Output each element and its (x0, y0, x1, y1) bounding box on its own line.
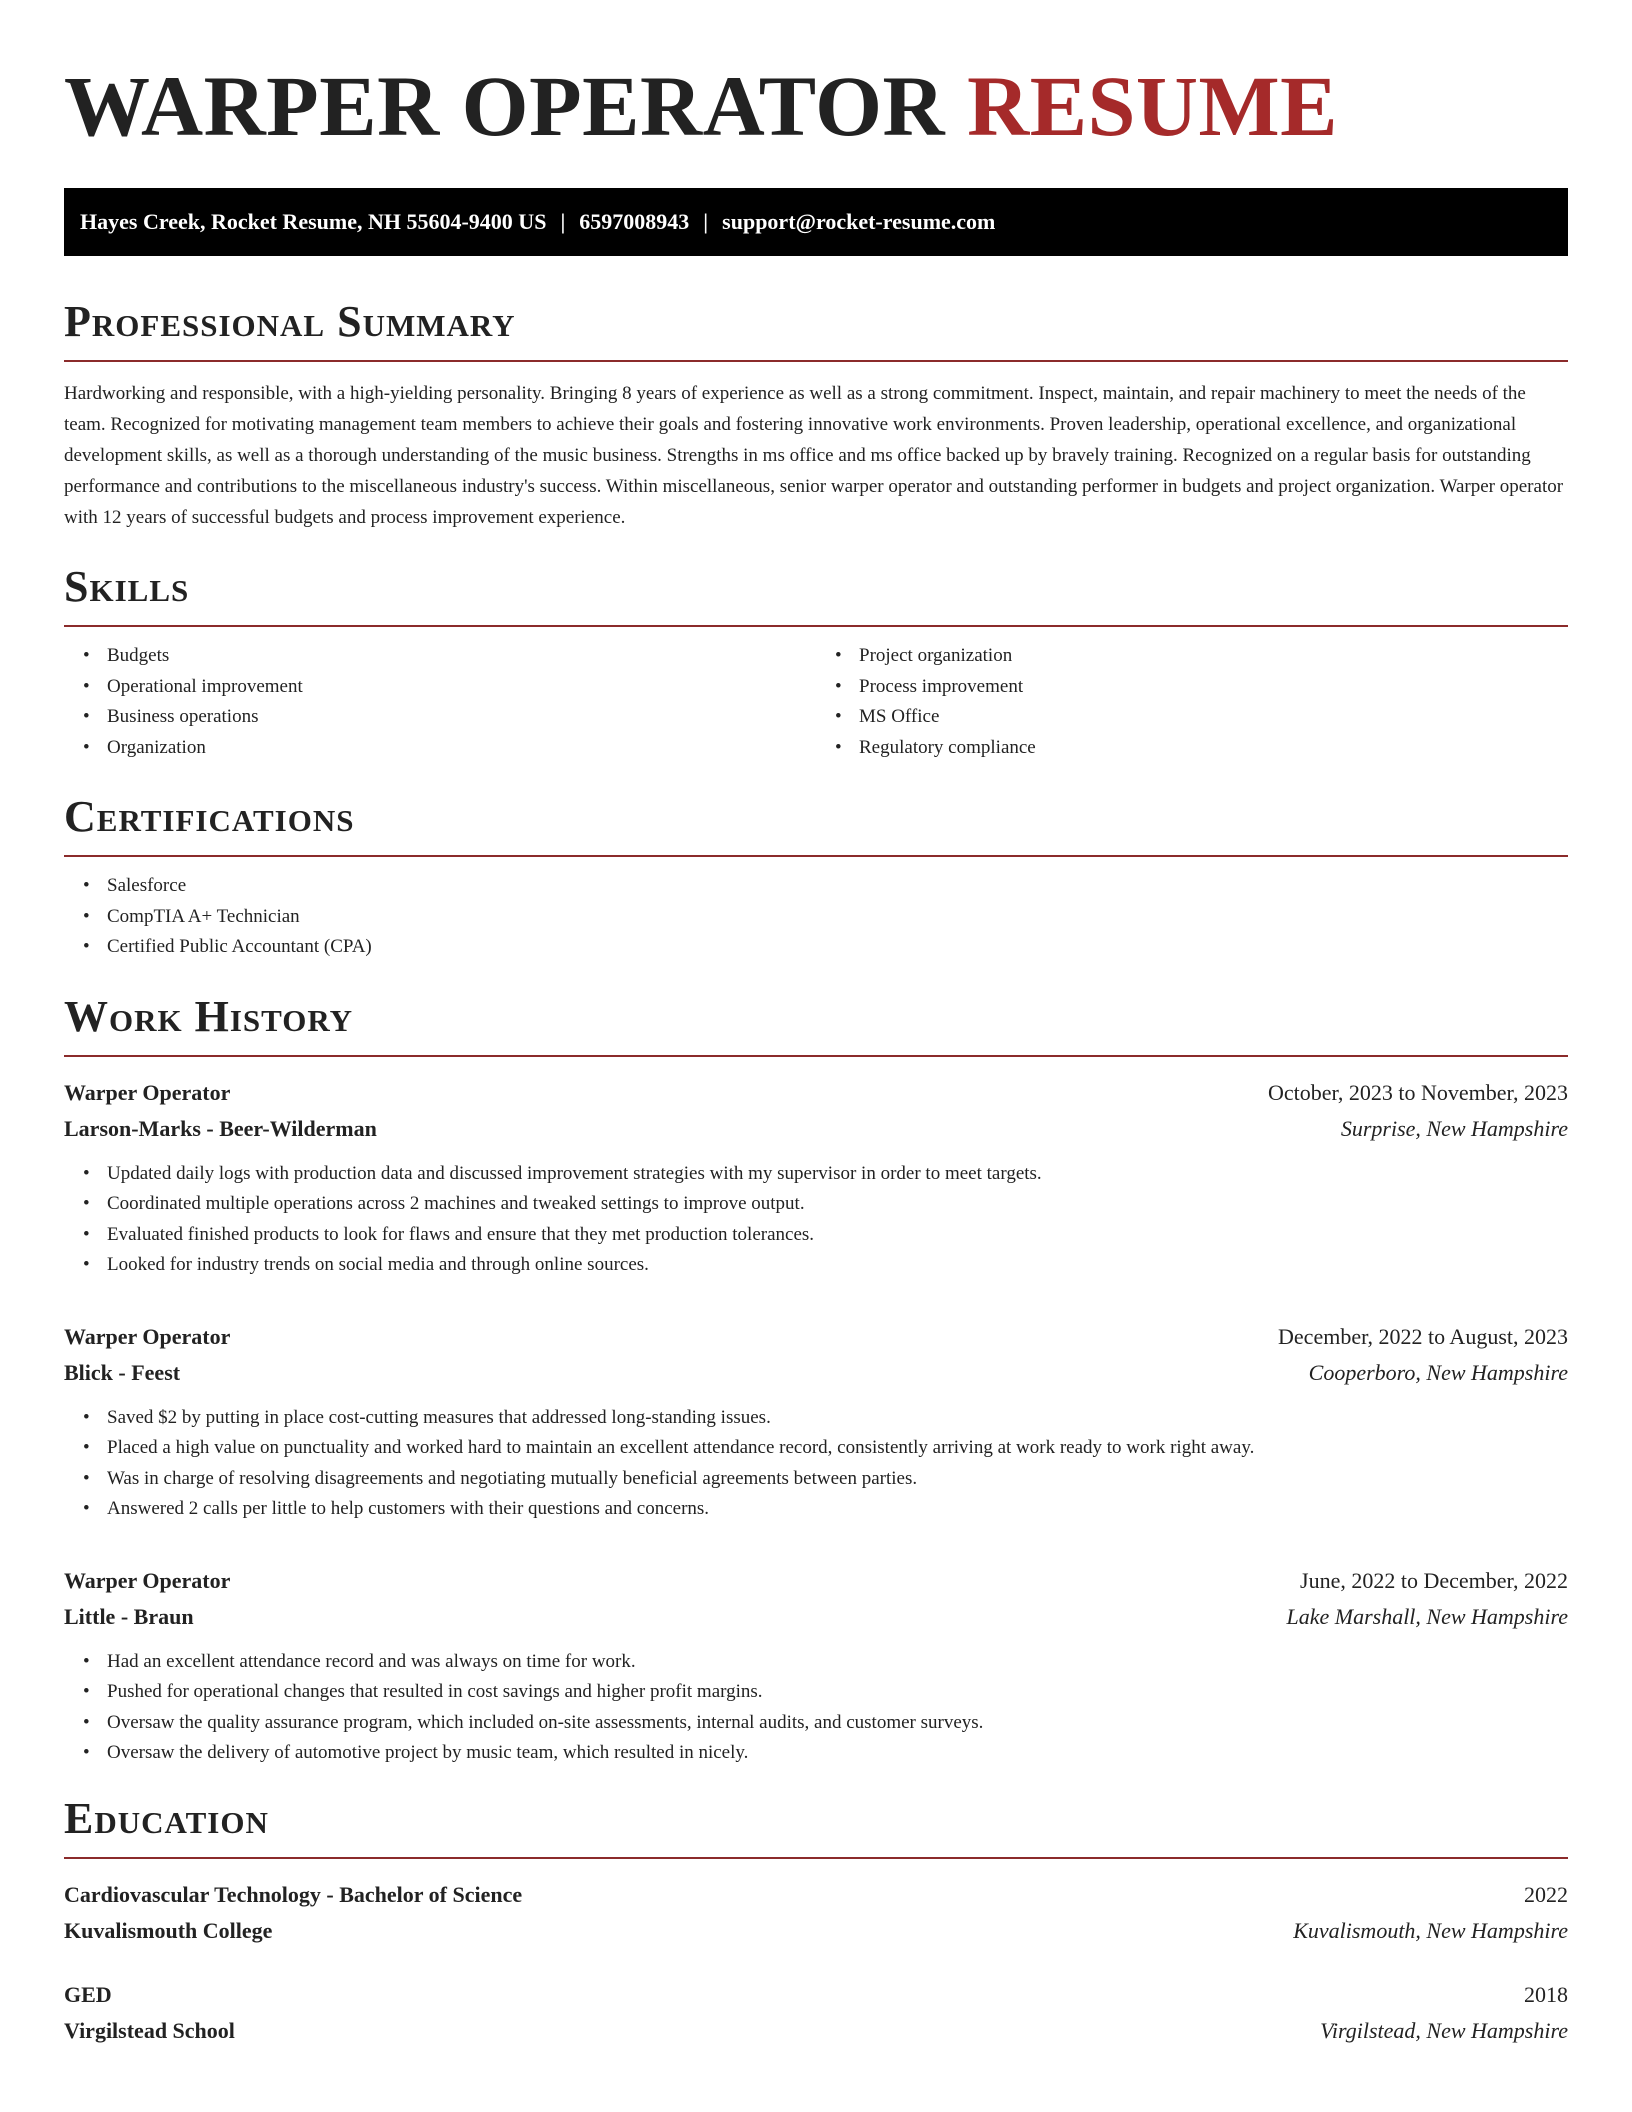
skill-item: • Budgets (107, 641, 816, 672)
certifications-heading: Certifications (64, 792, 355, 841)
work-history-heading: Work History (64, 991, 354, 1041)
summary-heading: Professional Summary (64, 297, 516, 346)
job-title: Warper Operator (64, 1079, 231, 1105)
contact-address: Hayes Creek, Rocket Resume, NH 55604-9400 US (80, 209, 547, 234)
job-title: Warper Operator (64, 1323, 231, 1349)
job-company-row (64, 1355, 1568, 1391)
education-header-row (64, 1877, 1568, 1913)
job-entry (64, 1563, 1568, 1769)
education-school: Kuvalismouth College (64, 1917, 273, 1943)
job-dates: June, 2022 to December, 2022 (1300, 1567, 1568, 1593)
job-duties (64, 1159, 1568, 1281)
job-duty: • Coordinated multiple operations across 2 machines and tweaked settings to improve output. (107, 1189, 1568, 1220)
title-main: WARPER OPERATOR (64, 58, 946, 154)
title-accent: RESUME (967, 58, 1339, 154)
job-duty: • Updated daily logs with production data and discussed improvement strategies with my supervisor in order to meet targets. (107, 1159, 1568, 1190)
skill-item: • Process improvement (859, 672, 1568, 703)
job-header-row (64, 1075, 1568, 1111)
summary-section (64, 298, 1568, 533)
job-duty: • Was in charge of resolving disagreements and negotiating mutually beneficial agreements between parties. (107, 1464, 1568, 1495)
job-duties (64, 1647, 1568, 1769)
certifications-list (64, 871, 1568, 963)
skill-item: • Operational improvement (107, 672, 816, 703)
education-entry (64, 1877, 1568, 1949)
job-company-row (64, 1599, 1568, 1635)
education-degree: GED (64, 1981, 112, 2007)
job-location: Surprise, New Hampshire (1340, 1115, 1568, 1141)
contact-separator: | (703, 209, 709, 234)
contact-bar (64, 188, 1568, 256)
job-duty: • Saved $2 by putting in place cost-cutting measures that addressed long-standing issues. (107, 1403, 1568, 1434)
summary-text: Hardworking and responsible, with a high-yielding personality. Bringing 8 years of experience as well as a strong commitment. Inspect, maintain, and repair machinery to meet the needs of the team. Recognized for motivating management team members to achieve their goals and fostering innovative work environments. Proven leadership, operational excellence, and organizational development skills, as well as a thorough understanding of the music business. Strengths in ms office and ms office backed up by bravely training. Recognized on a regular basis for outstanding performance and contributions to the miscellaneous industry's success. Within miscellaneous, senior warper operator and outstanding performer in budgets and project organization. Warper operator with 12 years of successful budgets and process improvement experience. (64, 383, 1564, 528)
certification-item: • Salesforce (107, 871, 1568, 902)
skills-heading: Skills (64, 562, 190, 611)
job-duty: • Answered 2 calls per little to help customers with their questions and concerns. (107, 1494, 1568, 1525)
education-year: 2022 (1524, 1881, 1568, 1907)
job-duty: • Oversaw the delivery of automotive project by music team, which resulted in nicely. (107, 1738, 1568, 1769)
section-divider (64, 360, 1568, 362)
education-degree: Cardiovascular Technology - Bachelor of Science (64, 1881, 523, 1907)
education-school-row (64, 1913, 1568, 1949)
job-header-row (64, 1319, 1568, 1355)
skill-item: • Organization (107, 733, 816, 764)
job-duty: • Had an excellent attendance record and was always on time for work. (107, 1647, 1568, 1678)
job-location: Lake Marshall, New Hampshire (1286, 1603, 1568, 1629)
job-location: Cooperboro, New Hampshire (1308, 1359, 1568, 1385)
skills-grid (64, 627, 1568, 763)
contact-phone[interactable]: 6597008943 (579, 209, 690, 234)
job-entry (64, 1075, 1568, 1281)
job-dates: October, 2023 to November, 2023 (1267, 1079, 1568, 1105)
education-section (64, 1795, 1568, 2049)
skill-item: • MS Office (859, 702, 1568, 733)
skills-list-left (64, 641, 816, 763)
job-header-row (64, 1563, 1568, 1599)
work-history-section (64, 993, 1568, 1769)
job-company: Blick - Feest (64, 1359, 181, 1385)
job-duty: • Placed a high value on punctuality and worked hard to maintain an excellent attendance record, consistently arriving at work ready to work right away. (107, 1433, 1568, 1464)
education-school-row (64, 2013, 1568, 2049)
education-entry (64, 1977, 1568, 2049)
job-company-row (64, 1111, 1568, 1147)
job-duty: • Evaluated finished products to look for flaws and ensure that they met production tolerances. (107, 1220, 1568, 1251)
skill-item: • Regulatory compliance (859, 733, 1568, 764)
job-dates: December, 2022 to August, 2023 (1278, 1323, 1568, 1349)
section-divider (64, 1055, 1568, 1057)
contact-separator: | (560, 209, 566, 234)
section-divider (64, 1857, 1568, 1859)
resume-title (64, 56, 1568, 156)
skill-item: • Project organization (859, 641, 1568, 672)
education-heading: Education (64, 1793, 269, 1843)
job-company: Little - Braun (64, 1603, 194, 1629)
certification-item: • CompTIA A+ Technician (107, 902, 1568, 933)
contact-email[interactable]: support@rocket-resume.com (722, 209, 996, 234)
education-year: 2018 (1524, 1981, 1568, 2007)
certification-item: • Certified Public Accountant (CPA) (107, 932, 1568, 963)
education-school: Virgilstead School (64, 2017, 235, 2043)
job-company: Larson-Marks - Beer-Wilderman (64, 1115, 377, 1141)
job-duty: • Looked for industry trends on social media and through online sources. (107, 1250, 1568, 1281)
skills-section (64, 563, 1568, 763)
job-title: Warper Operator (64, 1567, 231, 1593)
section-divider (64, 855, 1568, 857)
skill-item: • Business operations (107, 702, 816, 733)
job-duties (64, 1403, 1568, 1525)
education-location: Kuvalismouth, New Hampshire (1293, 1917, 1568, 1943)
job-entry (64, 1319, 1568, 1525)
education-location: Virgilstead, New Hampshire (1320, 2017, 1568, 2043)
skills-list-right (816, 641, 1568, 763)
certifications-section (64, 793, 1568, 963)
job-duty: • Pushed for operational changes that resulted in cost savings and higher profit margins. (107, 1677, 1568, 1708)
education-header-row (64, 1977, 1568, 2013)
job-duty: • Oversaw the quality assurance program, which included on-site assessments, internal audits, and customer surveys. (107, 1708, 1568, 1739)
